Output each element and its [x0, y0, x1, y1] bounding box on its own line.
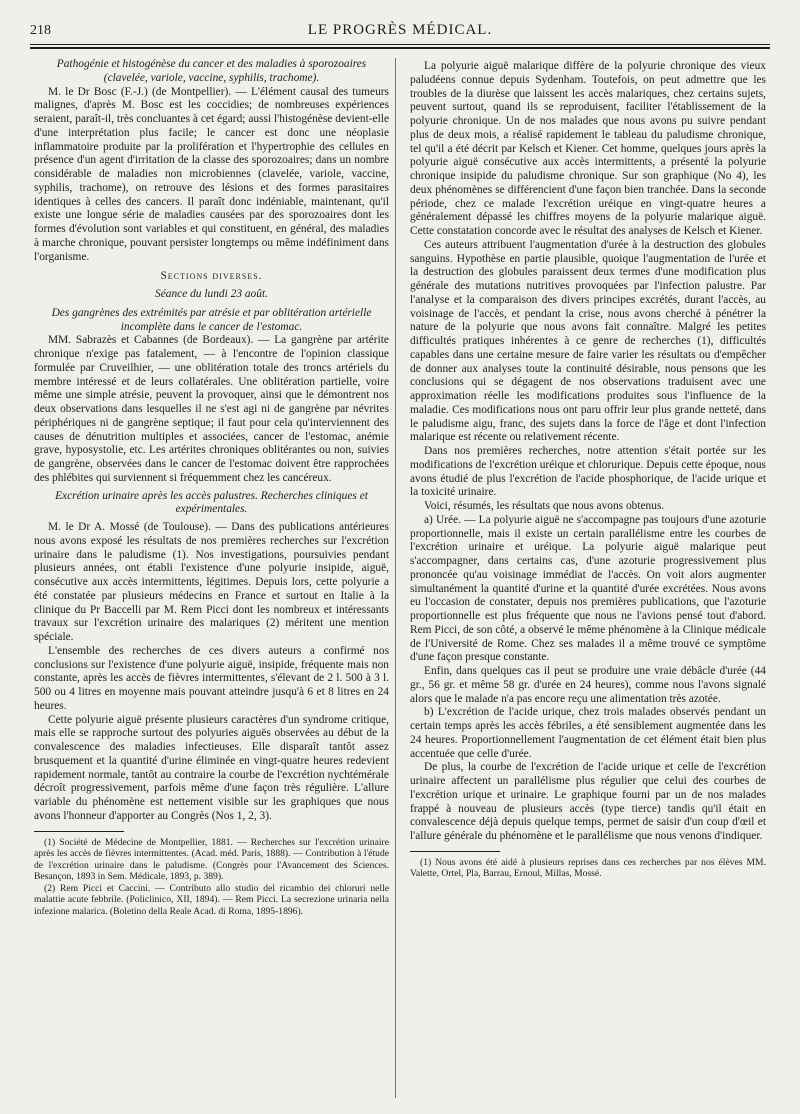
paragraph-debacle: Enfin, dans quelques cas il peut se produire une vraie débâcle d'urée (44 gr., 56 gr. et même 58 gr. d'urée en 24 heures), comme nous l'avons signalé alors que le malade n'a pas encore reçu une alimentation très azotée.	[410, 665, 766, 705]
paragraph-acide-urique: b) L'excrétion de l'acide urique, chez trois malades observés pendant un certain temps après les accès fébriles, a été sensiblement augmentée dans les 24 heures. Proportionnellement l'augmentation de cet élément était bien plus accentuée que celle d'urée.	[410, 706, 766, 760]
paragraph-resultats: Voici, résumés, les résultats que nous avons obtenus.	[424, 500, 665, 512]
header-rule	[30, 44, 770, 45]
article-title-gangrenes: Des gangrènes des extrémités par atrésie et par oblitération artérielle incomplète dans le cancer de l'estomac.	[51, 306, 372, 333]
section-heading: Sections diverses.	[160, 270, 263, 283]
footnote-1: (1) Société de Médecine de Montpellier, 1881. — Recherches sur l'excrétion urinaire après les accès de fièvres intermittentes. (Acad. méd. Paris, 1888). — Contribution à l'étude de l'excrétion urinaire dans le paludisme. (Congrès pour l'Avancement des Sciences. Besançon, 1893 in Sem. Médicale, 1893, p. 389).	[34, 836, 389, 882]
footnote-rule-right	[410, 851, 500, 852]
paragraph-sabrazes: MM. Sabrazès et Cabannes (de Bordeaux). — La gangrène par artérite chronique n'exige pas fatalement, — à l'encontre de l'opinion classique formulée par Cruveilhier, — une oblitération totale des troncs artériels du membre intéressé et de leurs collatérales. Une oblitération partielle, voire même une simple atrésie, peuvent la provoquer, ainsi que le démontrent nos deux observations dans lesquelles il ne s'est agi ni de gangrène par névrites périphériques ni de gangrène septique; il faut pour cela qu'interviennent des causes de dénutrition multiples et associées, cancer de l'estomac, anémie grave, hyposystolie, etc. Les artérites chroniques oblitérantes ou non, suivies de gangrène, observées dans le cancer de l'estomac doivent être rapprochées des phlébites qui surviennent si fréquemment chez les cancéreux.	[34, 334, 389, 484]
column-divider	[395, 58, 396, 1098]
footnote-rule	[34, 831, 124, 832]
footnote-2: (2) Rem Picci et Caccini. — Contributo allo studio del ricambio dei chloruri nelle malattie acute febbrile. (Policlinico, XII, 1894). — Rem Picci. La secrezione urinaria nella infezione malarica. (Boletino della Reale Acad. di Roma, 1895-1896).	[34, 882, 389, 917]
paragraph-mosse-2: L'ensemble des recherches de ces divers auteurs a confirmé nos conclusions sur l'existence d'une polyurie aiguë, insipide, fréquente mais non constante, après les accès de fièvres intermittentes, s'élevant de 2 l. 500 à 3 l. 500 ou 4 litres en moyenne mais pouvant atteindre jusqu'à 6 et 8 litres en 24 heures.	[34, 644, 389, 712]
footnote-right: (1) Nous avons été aidé à plusieurs reprises dans ces recherches par nos élèves MM. Valette, Ortel, Pla, Barrau, Ernoul, Millas, Mossé.	[410, 856, 766, 880]
page-number: 218	[30, 23, 51, 38]
session-date: Séance du lundi 23 août.	[155, 288, 268, 300]
running-header	[30, 22, 770, 44]
journal-title: LE PROGRÈS MÉDICAL.	[307, 22, 493, 38]
paragraph-mosse-1: M. le Dr A. Mossé (de Toulouse). — Dans des publications antérieures nous avons exposé les résultats de nos premières recherches sur l'excrétion urinaire dans le paludisme (1). Nos investigations, poursuivies pendant plusieurs années, ont établi l'existence d'une polyurie insipide, aiguë, consécutive aux accès intermittents, légitimes. Depuis lors, cette polyurie a été constatée par plusieurs médecins en France et surtout en Italie à la clinique du Pr Baccelli par M. Rem Picci dont les nombreux et intéressants travaux sur l'excrétion urinaire des malariques (2) méritent une mention spéciale.	[34, 521, 389, 643]
paragraph-bosc: M. le Dr Bosc (F.-J.) (de Montpellier). — L'élément causal des tumeurs malignes, d'après M. Bosc est les coccidies; de nombreuses expériences seraient, paraît-il, très concluantes à cet égard; aussi l'histogénèse devient-elle d'une interprétation plus facile; le cancer est donc une néoplasie inflammatoire produite par la prolifération et l'hypertrophie des cellules en présence d'un agent d'irritation de la classe des sporozoaires; dans un nombre considérable de maladies non microbiennes (clavelée, variole, vaccine, syphilis, trachome), on retrouve des lésions et des formes parasitaires identiques à celles des cancers. Il paraît donc indéniable, maintenant, qu'il existe une longue série de maladies causées par des sporozoaires dont les formes d'évolution sont variables et qui constituent, en général, des maladies à marche chronique, pouvant persister longtemps ou même indéfiniment dans l'organisme.	[34, 85, 389, 263]
header-rule-thick	[30, 47, 770, 49]
paragraph-uree: a) Urée. — La polyurie aiguë ne s'accompagne pas toujours d'une azoturie proportionnelle, mais il existe un certain parallélisme entre les courbes de l'excrétion urinaire et uréique. La polyurie aiguë malarique peut s'accompagner, dans certains cas, d'une azoturie progressivement plus prononcée qu'au voisinage immédiat de l'accès. On voit alors augmenter simultanément la quantité d'urine et la quantité d'urée excrétées. Nous avons eu l'occasion de constater, depuis nos premières publications, que l'azoturie proportionnelle est plus fréquente que nous ne l'avions pensé tout d'abord. Rem Picci, de son côté, a observé le même phénomène à la Clinique médicale de l'Université de Rome. Chez ses malades il a même trouvé ce symptôme d'une façon presque constante.	[410, 513, 766, 664]
paragraph-recherches: Dans nos premières recherches, notre attention s'était portée sur les modifications de l'excrétion uréique et chlorurique. Depuis cette époque, nous avons étudié de plus l'excrétion de l'acide phosphorique, de l'acide urique et la toxicité urinaire.	[410, 445, 766, 499]
paragraph-auteurs: Ces auteurs attribuent l'augmentation d'urée à la destruction des globules sanguins. Hypothèse en partie plausible, quoique l'augmentation de l'urée et la destruction des globules paraissent deux termes d'une modification plus générale des mutations nutritives provoquées par l'infection palustre. Par l'analyse et la comparaison des divers principes excrétés, durant l'accès, au voisinage de l'accès, et pendant la crise, nous avons cherché à pénétrer la nature de la polyurie que nous avons fait connaître. Malgré les petites difficultés pratiques inhérentes à ce genre de recherches (1), difficultés capables dans une certaine mesure de faire varier les résultats ou d'empêcher de donner aux analyses toute la continuité désirable, nous pensons que les conclusions qui se dégagent de nos observations traduisent avec une approximation réelle les modifications produites sous l'influence de la maladie. Ces modifications nous ont paru offrir leur plus grande netteté, dans le paludisme aigu, franc, des sujets dans la force de l'âge et dont l'infection malarique est récente ou relativement récente.	[410, 238, 766, 444]
article-title-excretion: Excrétion urinaire après les accès palustres. Recherches cliniques et expérimentales.	[55, 489, 368, 516]
right-column	[410, 60, 766, 880]
paragraph-courbe: De plus, la courbe de l'excrétion de l'acide urique et celle de l'excrétion urinaire affectent un parallélisme plus régulier que celui des courbes de l'excrétion urique et urinaire. Le graphique fourni par un de nos malades frappé à nouveau de plusieurs accès (type tierce) tandis qu'il était en convalescence déjà depuis quelque temps, permet de saisir d'un coup d'œil et l'allure générale du phénomène et le parallélisme que nous venons d'indiquer.	[410, 761, 766, 842]
left-column	[34, 58, 389, 917]
paragraph-polyurie: La polyurie aiguë malarique diffère de la polyurie chronique des vieux paludéens connue depuis Sydenham. Toutefois, on peut admettre que les troubles de la diurèse que laissent les accès malariques, chez certains sujets, peuvent surtout, quand ils se reproduisent, faciliter l'établissement de la polyurie chronique. Un de nos malades que nous avons pu suivre pendant plus de deux mois, a réalisé rapidement le tableau du paludisme chronique, tel qu'il a été décrit par Kelsch et Kiener. Cet homme, quelques jours après la polyurie aiguë consécutive aux accès intermittents, a présenté la polyurie chronique insipide du paludisme chronique. Sur son graphique (No 4), les deux phénomènes se différencient d'une façon bien tranchée. Dans la seconde période, chez ce malade l'excrétion uréique en vingt-quatre heures a généralement dépassé les chiffres moyens de la polyurie malarique aiguë. Cette constatation concorde avec le résultat des analyses de Kelsch et Kiener.	[410, 60, 766, 237]
article-title-pathogenie: Pathogénie et histogénèse du cancer et des maladies à sporozoaires (clavelée, variole, vaccine, syphilis, trachome).	[56, 58, 367, 84]
paragraph-mosse-3: Cette polyurie aiguë présente plusieurs caractères d'un syndrome critique, mais elle se rapproche surtout des polyuries aiguës observées au début de la convalescence des maladies infectieuses. Elle disparaît tantôt assez brusquement et la quantité d'urine éliminée en vingt-quatre heures redevient rapidement normale, tantôt au contraire la courbe de l'excrétion nychtémérale décroît progressivement, parfois même d'une façon très régulière. L'allure variable du phénomène est nettement visible sur les graphiques que nous avons l'honneur d'apporter au Congrès (Nos 1, 2, 3).	[34, 713, 389, 822]
